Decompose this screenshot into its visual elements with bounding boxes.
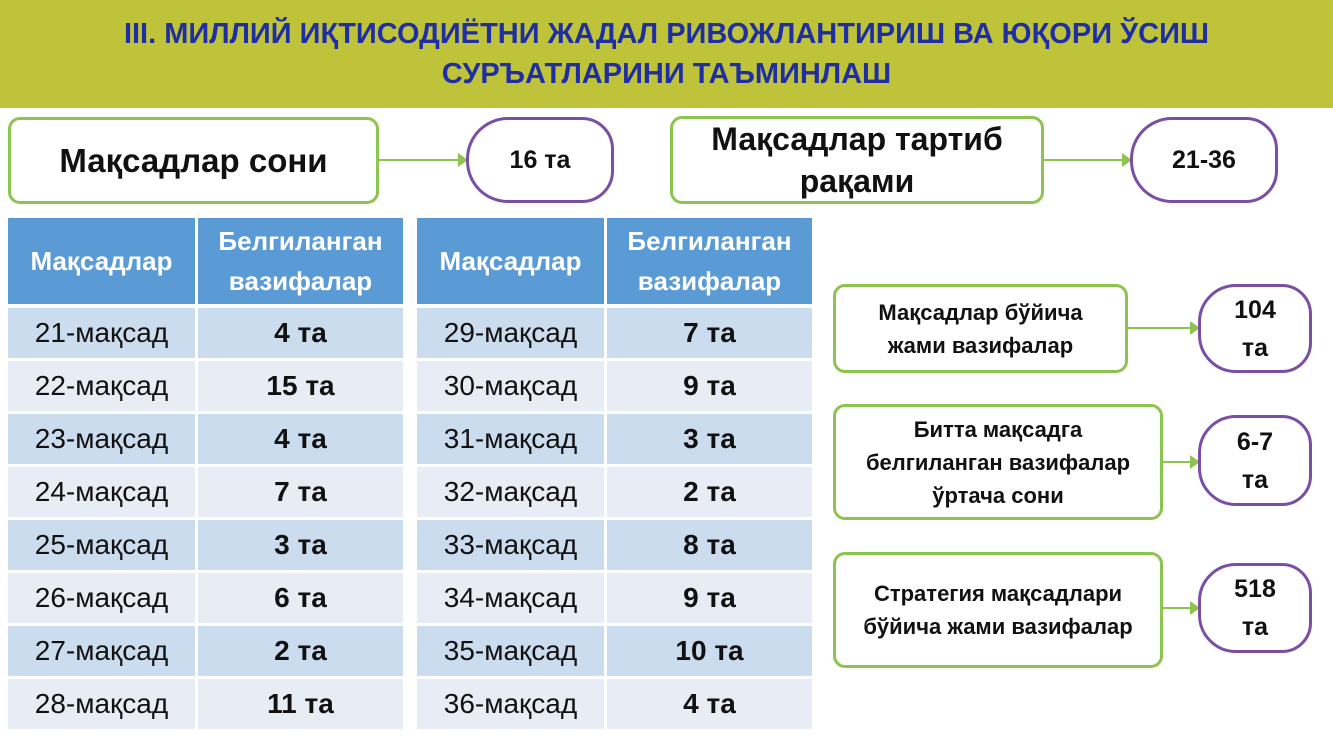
title-banner	[0, 0, 1333, 108]
total-tasks-box	[833, 284, 1128, 373]
goal-cell: 22-мақсад	[8, 361, 198, 414]
total-tasks-value: 104 та	[1234, 295, 1276, 362]
page-title: III. МИЛЛИЙ ИҚТИСОДИЁТНИ ЖАДАЛ РИВОЖЛАНТИРИШ ВА ЮҚОРИ ЎСИШ СУРЪАТЛАРИНИ ТАЪМИНЛАШ	[123, 18, 1210, 90]
goal-cell: 29-мақсад	[417, 308, 607, 361]
header-tasks: Белгиланган вазифалар	[607, 218, 812, 308]
goal-numbers-badge	[1130, 117, 1278, 203]
strategy-tasks-label: Стратегия мақсадлари бўйича жами вазифалар	[863, 581, 1133, 639]
table-row	[8, 626, 403, 679]
goal-numbers-label: Мақсадлар тартиб рақами	[711, 121, 1003, 199]
tasks-cell: 8 та	[607, 520, 812, 573]
goal-cell: 32-мақсад	[417, 467, 607, 520]
goal-cell: 30-мақсад	[417, 361, 607, 414]
average-tasks-label: Битта мақсадга белгиланган вазифалар ўртача сони	[865, 416, 1131, 508]
average-tasks-arrow	[1163, 461, 1198, 463]
table-row	[417, 626, 812, 679]
goal-cell: 26-мақсад	[8, 573, 198, 626]
goal-numbers-value: 21-36	[1172, 146, 1236, 174]
goals-count-badge	[466, 117, 614, 203]
table-row	[417, 679, 812, 732]
goal-cell: 34-мақсад	[417, 573, 607, 626]
tasks-cell: 3 та	[198, 520, 403, 573]
tasks-cell: 15 та	[198, 361, 403, 414]
tasks-cell: 6 та	[198, 573, 403, 626]
tasks-cell: 4 та	[198, 414, 403, 467]
goal-cell: 35-мақсад	[417, 626, 607, 679]
tasks-cell: 10 та	[607, 626, 812, 679]
goal-cell: 25-мақсад	[8, 520, 198, 573]
tasks-table-left	[8, 218, 403, 732]
average-tasks-box	[833, 404, 1163, 520]
table-row	[417, 414, 812, 467]
header-goals: Мақсадлар	[8, 218, 198, 308]
header-tasks: Белгиланган вазифалар	[198, 218, 403, 308]
average-tasks-badge	[1198, 415, 1312, 506]
header-goals: Мақсадлар	[417, 218, 607, 308]
goal-cell: 28-мақсад	[8, 679, 198, 732]
table-row	[417, 467, 812, 520]
tasks-cell: 9 та	[607, 361, 812, 414]
goal-cell: 21-мақсад	[8, 308, 198, 361]
total-tasks-badge	[1198, 284, 1312, 373]
table-row	[8, 679, 403, 732]
tasks-cell: 9 та	[607, 573, 812, 626]
goals-count-arrow	[379, 159, 466, 161]
goal-cell: 36-мақсад	[417, 679, 607, 732]
table-header-row	[417, 218, 812, 308]
tasks-cell: 2 та	[198, 626, 403, 679]
table-row	[8, 467, 403, 520]
goals-count-value: 16 та	[509, 145, 571, 174]
table-row	[417, 361, 812, 414]
table-row	[8, 414, 403, 467]
goal-cell: 27-мақсад	[8, 626, 198, 679]
total-tasks-arrow	[1128, 327, 1198, 329]
tasks-table-right	[417, 218, 812, 732]
tasks-cell: 7 та	[607, 308, 812, 361]
tasks-cell: 2 та	[607, 467, 812, 520]
tasks-cell: 7 та	[198, 467, 403, 520]
goal-cell: 24-мақсад	[8, 467, 198, 520]
table-header-row	[8, 218, 403, 308]
goals-count-label: Мақсадлар сони	[59, 141, 328, 179]
goal-numbers-arrow	[1044, 159, 1130, 161]
goal-cell: 33-мақсад	[417, 520, 607, 573]
table-row	[8, 573, 403, 626]
goal-cell: 31-мақсад	[417, 414, 607, 467]
table-row	[417, 520, 812, 573]
strategy-tasks-box	[833, 552, 1163, 668]
average-tasks-value: 6-7 та	[1236, 427, 1274, 494]
strategy-tasks-value: 518 та	[1234, 575, 1276, 641]
strategy-tasks-badge	[1198, 563, 1312, 653]
table-row	[417, 308, 812, 361]
table-row	[8, 308, 403, 361]
goal-numbers-box	[670, 116, 1044, 204]
tasks-cell: 11 та	[198, 679, 403, 732]
table-row	[417, 573, 812, 626]
tasks-cell: 4 та	[198, 308, 403, 361]
total-tasks-label: Мақсадлар бўйича жами вазифалар	[878, 299, 1083, 358]
strategy-tasks-arrow	[1163, 607, 1198, 609]
goals-count-box	[8, 117, 379, 204]
tasks-cell: 3 та	[607, 414, 812, 467]
goal-cell: 23-мақсад	[8, 414, 198, 467]
table-row	[8, 520, 403, 573]
table-row	[8, 361, 403, 414]
tasks-cell: 4 та	[607, 679, 812, 732]
